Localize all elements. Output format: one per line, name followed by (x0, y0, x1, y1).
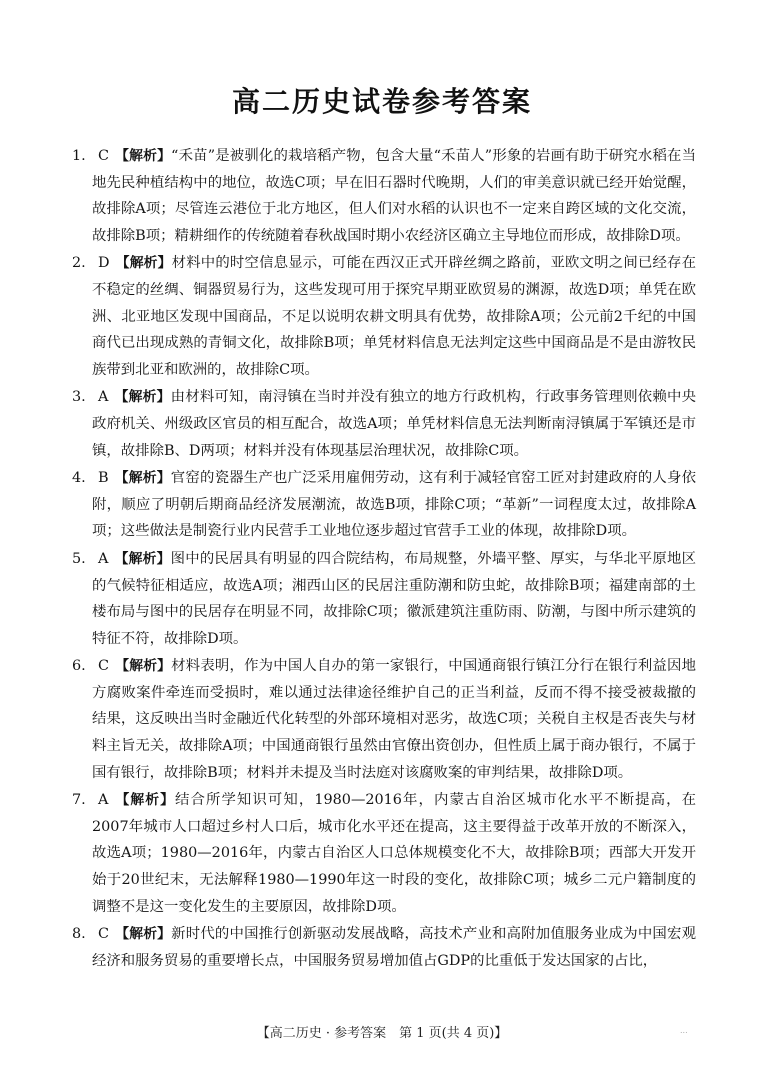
answer-letter: A (98, 792, 109, 809)
question-item (72, 250, 696, 383)
analysis-tag: 【解析】 (115, 148, 172, 164)
question-item (72, 384, 696, 464)
analysis-text: 材料表明，作为中国人自办的第一家银行，中国通商银行镇江分行在银行利益因地方腐败案件牵连而受损时，难以通过法律途径维护自己的正当利益，反而不得不接受被裁撤的结果，这反映出当时金融近代化转型的外部环境相对恶劣，故选C项；关税自主权是否丧失与材料主旨无关，故排除A项；中国通商银行虽然由官僚出资创办，但性质上属于商办银行，不属于国有银行，故排除B项；材料并未提及当时法庭对该腐败案的审判结果，故排除D项。 (92, 658, 696, 781)
question-item (72, 143, 696, 249)
analysis-tag: 【解析】 (115, 926, 172, 943)
question-item (72, 921, 696, 974)
question-number: 3. (72, 389, 86, 406)
question-number: 6. (72, 658, 86, 675)
question-number: 7. (72, 792, 86, 809)
analysis-tag: 【解析】 (114, 550, 171, 567)
analysis-text: 由材料可知，南浔镇在当时并没有独立的地方行政机构，行政事务管理则依赖中央政府机关、州级政区官员的相互配合，故选A项；单凭材料信息无法判断南浔镇属于军镇还是市镇，故排除B、D两项；材料并没有体现基层治理状况，故排除C项。 (92, 389, 696, 459)
question-item (72, 787, 696, 920)
answer-letter: C (98, 148, 110, 164)
analysis-tag: 【解析】 (114, 470, 171, 487)
question-number: 1. (72, 148, 86, 164)
question-list (72, 143, 696, 975)
analysis-text: 材料中的时空信息显示，可能在西汉正式开辟丝绸之路前，亚欧文明之间已经存在不稳定的丝绸、铜器贸易行为，这些发现可用于探究早期亚欧贸易的渊源，故选D项；单凭在欧洲、北亚地区发现中国商品，不足以说明农耕文明具有优势，故排除A项；公元前2千纪的中国商代已出现成熟的青铜文化，故排除B项；单凭材料信息无法判定这些中国商品是不是由游牧民族带到北亚和欧洲的，故排除C项。 (92, 255, 696, 378)
answer-letter: A (98, 389, 109, 406)
answer-letter: B (98, 470, 109, 487)
answer-letter: A (98, 550, 109, 567)
analysis-tag: 【解析】 (115, 658, 172, 675)
analysis-tag: 【解析】 (114, 792, 176, 809)
analysis-text: “禾苗”是被驯化的栽培稻产物，包含大量“禾苗人”形象的岩画有助于研究水稻在当地先民种植结构中的地位，故选C项；早在旧石器时代晚期，人们的审美意识就已经开始觉醒，故排除A项；尽管连云港位于北方地区，但人们对水稻的认识也不一定来自跨区域的文化交流，故排除B项；精耕细作的传统随着春秋战国时期小农经济区确立主导地位而形成，故排除D项。 (92, 148, 696, 244)
question-item (72, 653, 696, 786)
analysis-tag: 【解析】 (114, 389, 171, 406)
question-number: 5. (72, 550, 86, 567)
analysis-text: 结合所学知识可知，1980—2016年，内蒙古自治区城市化水平不断提高，在2007年城市人口超过乡村人口后，城市化水平还在提高，这主要得益于改革开放的不断深入，故选A项；1980—2016年，内蒙古自治区人口总体规模变化不大，故排除B项；西部大开发开始于20世纪末，无法解释1980—1990年这一时段的变化，故排除C项；城乡二元户籍制度的调整不是这一变化发生的主要原因，故排除D项。 (92, 792, 697, 915)
analysis-tag: 【解析】 (115, 255, 172, 272)
question-number: 2. (72, 255, 86, 272)
page-footer: 【高二历史 · 参考答案 第 1 页(共 4 页)】 (256, 1026, 508, 1041)
question-item (72, 465, 696, 545)
analysis-text: 官窑的瓷器生产也广泛采用雇佣劳动，这有利于减轻官窑工匠对封建政府的人身依附，顺应了明朝后期商品经济发展潮流，故选B项，排除C项；“革新”一词程度太过，故排除A项；这些做法是制瓷行业内民营手工业地位逐步超过官营手工业的体现，故排除D项。 (92, 470, 696, 540)
analysis-text: 图中的民居具有明显的四合院结构，布局规整，外墙平整、厚实，与华北平原地区的气候特征相适应，故选A项；湘西山区的民居注重防潮和防虫蛇，故排除B项；福建南部的土楼布局与图中的民居存在明显不同，故排除C项；徽派建筑注重防雨、防潮，与图中所示建筑的特征不符，故排除D项。 (92, 550, 696, 647)
answer-letter: C (98, 658, 110, 675)
question-number: 4. (72, 470, 86, 487)
question-item (72, 546, 696, 652)
answer-letter: D (98, 255, 110, 272)
corner-mark: ... (680, 1026, 688, 1035)
question-number: 8. (72, 926, 86, 943)
page-title: 高二历史试卷参考答案 (231, 85, 532, 118)
analysis-text: 新时代的中国推行创新驱动发展战略，高技术产业和高附加值服务业成为中国宏观经济和服务贸易的重要增长点，中国服务贸易增加值占GDP的比重低于发达国家的占比， (92, 926, 696, 969)
answer-letter: C (98, 926, 110, 943)
